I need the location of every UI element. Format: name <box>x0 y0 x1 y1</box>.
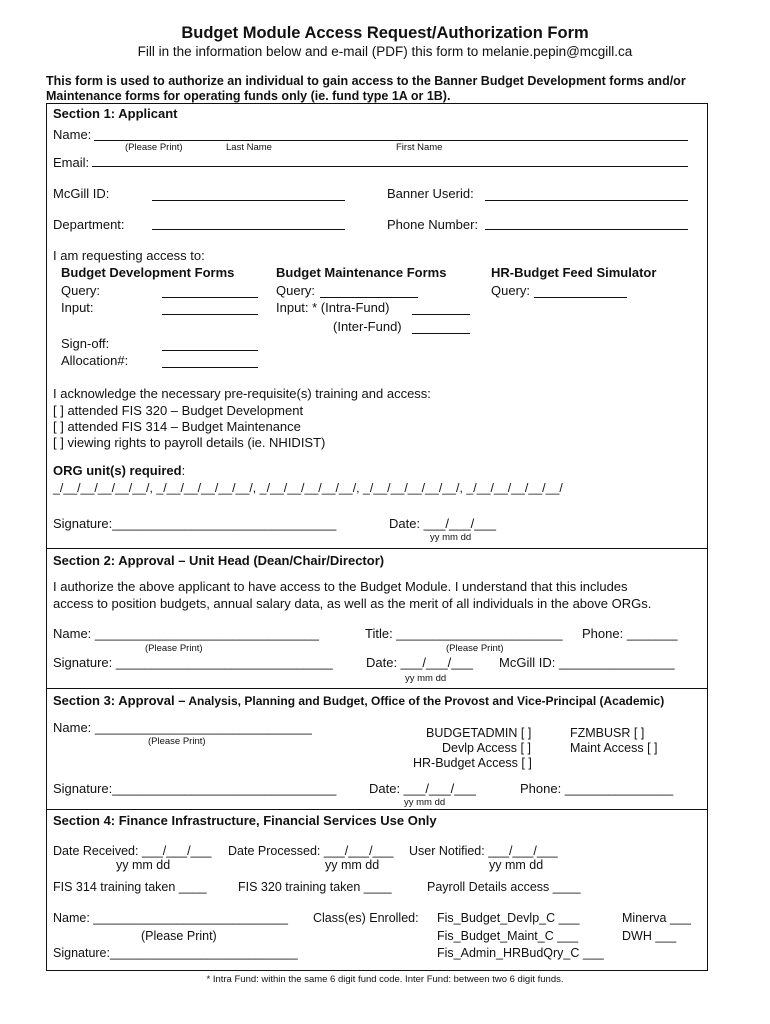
banner-userid-label: Banner Userid: <box>387 186 474 201</box>
unit-head-signature[interactable]: Signature: ______________________________ <box>53 655 333 670</box>
unit-head-title[interactable]: Title: _______________________ <box>365 626 563 641</box>
phone-number-label: Phone Number: <box>387 217 479 232</box>
org-label-wrap <box>53 463 185 478</box>
bm-input-label: Input: * (Intra-Fund) <box>276 300 390 315</box>
finance-name[interactable]: Name: ____________________________ <box>53 911 288 925</box>
footnote: * Intra Fund: within the same 6 digit fund code. Inter Fund: between two 6 digit funds. <box>206 974 564 985</box>
mcgill-id-label: McGill ID: <box>53 186 110 201</box>
section1-title: Section 1: Applicant <box>53 106 178 121</box>
intro-line-2: Maintenance forms for operating funds only (ie. fund type 1A or 1B). <box>46 89 451 103</box>
applicant-date[interactable]: Date: ___/___/___ <box>389 516 496 531</box>
phone-number-field[interactable] <box>485 229 688 230</box>
provost-signature[interactable]: Signature:_______________________________ <box>53 781 337 796</box>
bm-query-field[interactable] <box>320 297 418 298</box>
fzmbusr-checkbox[interactable]: FZMBUSR [ ] <box>570 726 645 740</box>
budget-development-heading: Budget Development Forms <box>61 265 235 280</box>
date-processed-format: yy mm dd <box>325 858 380 872</box>
hr-query-field[interactable] <box>534 297 627 298</box>
provost-date-format: yy mm dd <box>404 797 446 808</box>
provost-name[interactable]: Name: ______________________________ <box>53 720 312 735</box>
allocation-label: Allocation#: <box>61 353 129 368</box>
org-unit-slots[interactable]: _/__/__/__/__/__/, _/__/__/__/__/__/, _/__/__/__/__/__/, _/__/__/__/__/__/, _/__/__/__/__/__/ <box>53 481 563 495</box>
banner-userid-field[interactable] <box>485 200 688 201</box>
signoff-label: Sign-off: <box>61 336 110 351</box>
intro-line-1: This form is used to authorize an individual to gain access to the Banner Budget Development forms and/or <box>46 74 686 88</box>
unit-head-phone[interactable]: Phone: _______ <box>582 626 678 641</box>
section4-title: Section 4: Finance Infrastructure, Financial Services Use Only <box>53 813 437 828</box>
minerva-field[interactable]: Minerva ___ <box>622 911 691 925</box>
page-subtitle: Fill in the information below and e-mail (PDF) this form to melanie.pepin@mcgill.ca <box>137 44 633 59</box>
name-field[interactable] <box>94 140 688 141</box>
requesting-text: I am requesting access to: <box>53 248 205 263</box>
fis320-training[interactable]: FIS 320 training taken ____ <box>238 880 392 894</box>
unit-head-mcgill-id[interactable]: McGill ID: ________________ <box>499 655 675 670</box>
classes-enrolled-label: Class(es) Enrolled: <box>313 911 419 925</box>
first-name-hint: First Name <box>396 142 443 153</box>
date-received[interactable]: Date Received: ___/___/___ <box>53 844 212 858</box>
budget-maintenance-heading: Budget Maintenance Forms <box>276 265 447 280</box>
form-border <box>46 103 708 971</box>
email-field[interactable] <box>92 166 688 167</box>
inter-fund-label: (Inter-Fund) <box>333 319 402 334</box>
finance-signature[interactable]: Signature:___________________________ <box>53 946 298 960</box>
finance-name-hint: (Please Print) <box>141 929 217 943</box>
provost-phone[interactable]: Phone: _______________ <box>520 781 674 796</box>
unit-head-date[interactable]: Date: ___/___/___ <box>366 655 473 670</box>
acknowledge-text: I acknowledge the necessary pre-requisite(s) training and access: <box>53 386 431 401</box>
bd-query-field[interactable] <box>162 297 258 298</box>
please-print-hint: (Please Print) <box>125 142 183 153</box>
class-budget-maint[interactable]: Fis_Budget_Maint_C ___ <box>437 929 579 943</box>
bd-query-label: Query: <box>61 283 101 298</box>
divider-section4 <box>46 809 708 810</box>
name-label: Name: <box>53 127 92 142</box>
date-received-format: yy mm dd <box>116 858 171 872</box>
applicant-signature[interactable]: Signature:_______________________________ <box>53 516 337 531</box>
bd-input-field[interactable] <box>162 314 258 315</box>
signoff-field[interactable] <box>162 350 258 351</box>
devlp-access-checkbox[interactable]: Devlp Access [ ] <box>442 741 531 755</box>
divider-section2 <box>46 548 708 549</box>
fis314-training[interactable]: FIS 314 training taken ____ <box>53 880 207 894</box>
maint-access-checkbox[interactable]: Maint Access [ ] <box>570 741 658 755</box>
unit-head-date-format: yy mm dd <box>405 673 447 684</box>
department-field[interactable] <box>152 229 345 230</box>
bm-inter-fund-field[interactable] <box>412 333 470 334</box>
payroll-details-access[interactable]: Payroll Details access ____ <box>427 880 581 894</box>
last-name-hint: Last Name <box>226 142 272 153</box>
provost-name-hint: (Please Print) <box>148 736 206 747</box>
org-colon: : <box>181 463 186 478</box>
bm-query-label: Query: <box>276 283 316 298</box>
bm-intra-fund-field[interactable] <box>412 314 470 315</box>
mcgill-id-field[interactable] <box>152 200 345 201</box>
budgetadmin-checkbox[interactable]: BUDGETADMIN [ ] <box>426 726 532 740</box>
ack-payroll-checkbox[interactable]: [ ] viewing rights to payroll details (ie. NHIDIST) <box>53 435 326 450</box>
divider-section3 <box>46 688 708 689</box>
bd-input-label: Input: <box>61 300 94 315</box>
email-label: Email: <box>53 155 90 170</box>
class-admin-hrbudqry[interactable]: Fis_Admin_HRBudQry_C ___ <box>437 946 604 960</box>
section3-title-rest: Analysis, Planning and Budget, Office of the Provost and Vice-Principal (Academic) <box>185 694 665 708</box>
applicant-date-format: yy mm dd <box>430 532 472 543</box>
hr-budget-access-checkbox[interactable]: HR-Budget Access [ ] <box>413 756 532 770</box>
provost-date[interactable]: Date: ___/___/___ <box>369 781 476 796</box>
section2-text-1: I authorize the above applicant to have access to the Budget Module. I understand that this includes <box>53 579 628 594</box>
ack-fis320-checkbox[interactable]: [ ] attended FIS 320 – Budget Development <box>53 403 304 418</box>
date-processed[interactable]: Date Processed: ___/___/___ <box>228 844 394 858</box>
section2-title: Section 2: Approval – Unit Head (Dean/Chair/Director) <box>53 553 385 568</box>
hr-query-label: Query: <box>491 283 531 298</box>
allocation-field[interactable] <box>162 367 258 368</box>
ack-fis314-checkbox[interactable]: [ ] attended FIS 314 – Budget Maintenance <box>53 419 301 434</box>
org-label: ORG unit(s) required <box>53 463 182 478</box>
dwh-field[interactable]: DWH ___ <box>622 929 677 943</box>
page-title: Budget Module Access Request/Authorization Form <box>181 24 589 42</box>
hr-budget-heading: HR-Budget Feed Simulator <box>491 265 657 280</box>
unit-head-title-hint: (Please Print) <box>446 643 504 654</box>
user-notified[interactable]: User Notified: ___/___/___ <box>409 844 558 858</box>
section2-text-2: access to position budgets, annual salary data, as well as the merit of all individuals in the above ORGs. <box>53 596 652 611</box>
user-notified-format: yy mm dd <box>489 858 544 872</box>
department-label: Department: <box>53 217 125 232</box>
section3-title <box>53 693 664 708</box>
unit-head-name[interactable]: Name: _______________________________ <box>53 626 320 641</box>
unit-head-name-hint: (Please Print) <box>145 643 203 654</box>
section3-title-bold: Section 3: Approval – <box>53 693 186 708</box>
class-budget-devlp[interactable]: Fis_Budget_Devlp_C ___ <box>437 911 580 925</box>
